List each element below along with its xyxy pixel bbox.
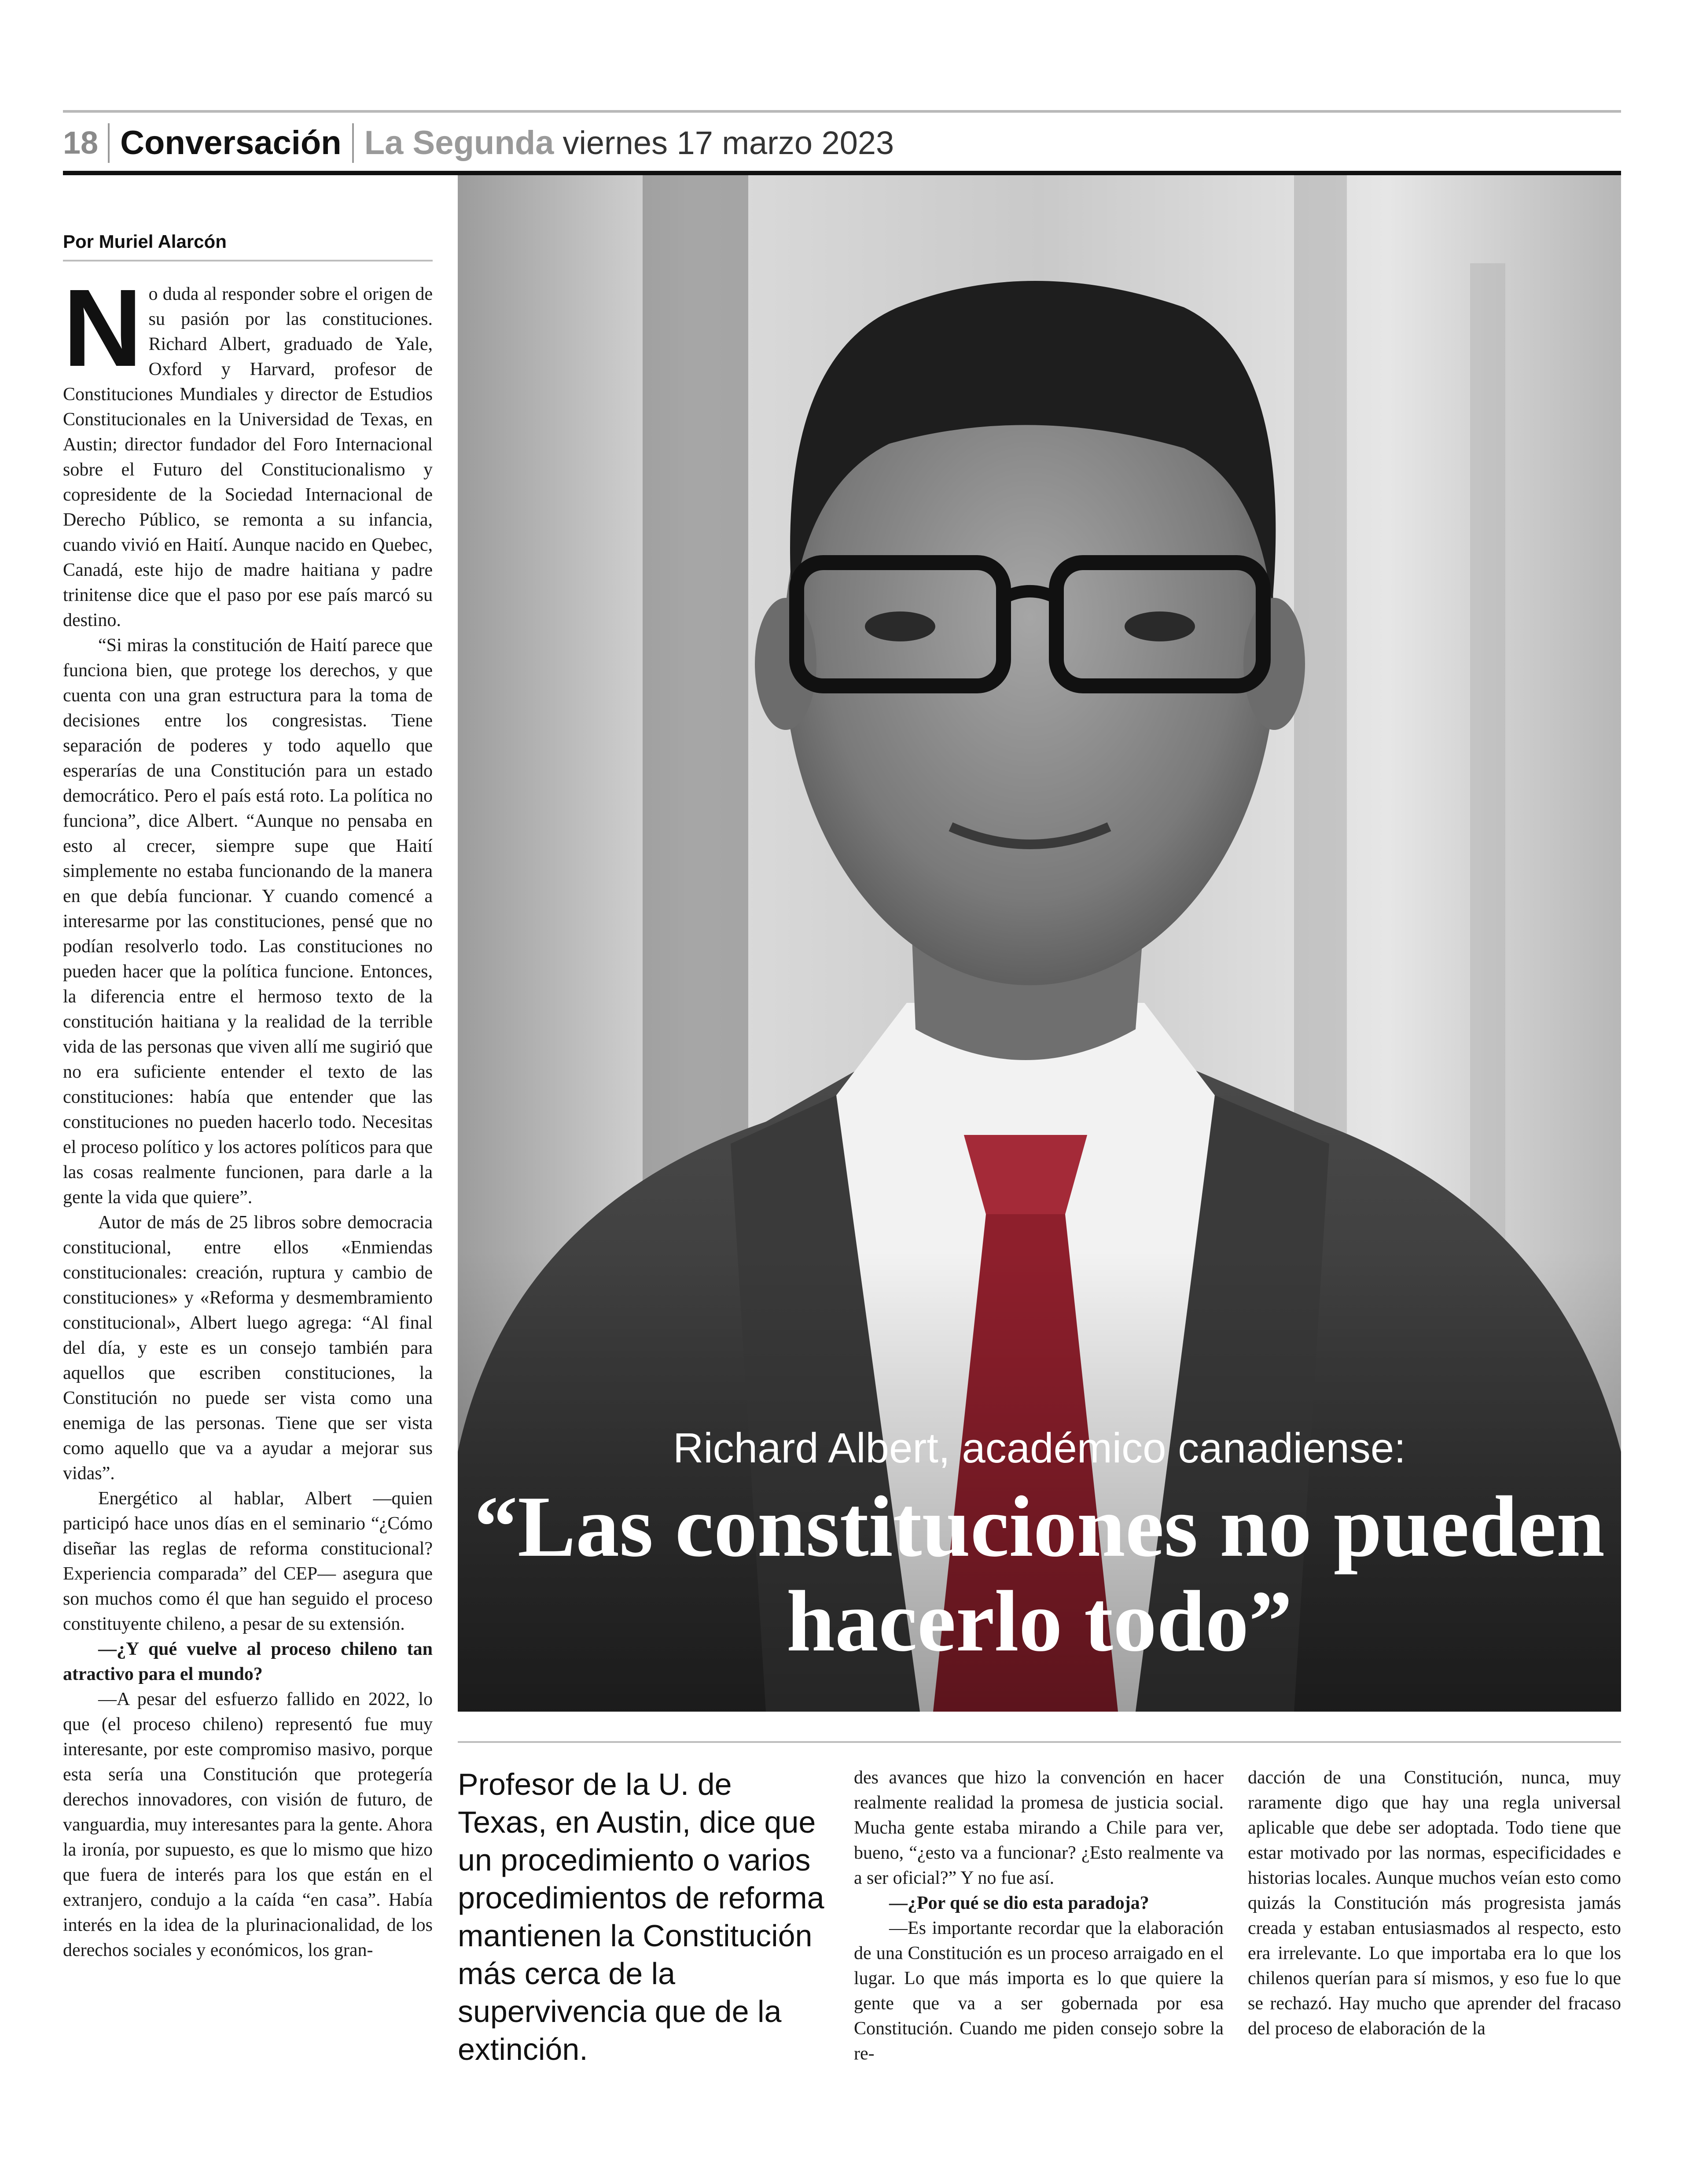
interview-question: —¿Por qué se dio esta paradoja? (889, 1893, 1149, 1913)
body-paragraph: Energético al hablar, Albert —quien participó hace unos días en el seminario “¿Cómo diseñar las reglas de reforma constitucional? Experiencia comparada” del CEP— asegura que son muchos como él que han seguido el proceso constituyente chileno, a pesar de su extensión. (63, 1488, 433, 1634)
interview-question: —¿Y qué vuelve al proceso chileno tan atractivo para el mundo? (63, 1639, 433, 1684)
issue-date: viernes 17 marzo 2023 (563, 125, 894, 161)
article-column-middle (854, 1765, 1224, 2100)
lead-text: o duda al responder sobre el origen de su pasión por las constituciones. Richard Albert, graduado de Yale, Oxford y Harvard, profesor de Constituciones Mundiales y director de Estudios Constitucionales en la Universidad de Texas, en Austin; director fundador del Foro Internacional sobre el Futuro del Constitucionalismo y copresidente de la Sociedad Internacional de Derecho Público, se remonta a su infancia, cuando vivió en Haití. Aunque nacido en Quebec, Canadá, este hijo de madre haitiana y padre trinitense dice que el paso por ese país marcó su destino. (63, 284, 433, 630)
interview-answer: —Es importante recordar que la elaboración de una Constitución es un proceso arraigado en el lugar. Lo que más importa es lo que quiere la gente que va a ser gobernada por esa Constitución. Cuando me piden consejo sobre la re- (854, 1918, 1224, 2064)
newspaper-name: La Segunda (364, 124, 554, 162)
page-number: 18 (63, 125, 99, 161)
masthead (63, 115, 1621, 170)
byline-rule (63, 260, 433, 261)
drop-cap: N (63, 282, 143, 389)
interview-answer: —A pesar del esfuerzo fallido en 2022, lo que (el proceso chileno) representó fue muy interesante, por este compromiso masivo, porque esta sería una Constitución que protegería derechos innovadores, con visión de futuro, de vanguardia, muy interesantes para la gente. Ahora la ironía, por supuesto, es que lo mismo que hizo que fuera de interés para los que están en el extranjero, condujo a la caída “en casa”. Había interés en la idea de la plurinacionalidad, de los derechos sociales y económicos, los gran- (63, 1689, 433, 1960)
masthead-divider (352, 123, 354, 163)
body-paragraph: Autor de más de 25 libros sobre democracia constitucional, entre ellos «Enmiendas constitucionales: creación, ruptura y cambio de constituciones» y «Reforma y desmembramiento constitucional», Albert luego agrega: “Al final del día, y este es un consejo también para aquellos que escriben constituciones, la Constitución no puede ser vista como una enemiga de las personas. Tiene que ser vista como aquello que va a ayudar a mejorar sus vidas”. (63, 1212, 433, 1484)
body-paragraph: des avances que hizo la convención en hacer realmente realidad la promesa de justicia social. Mucha gente estaba mirando a Chile para ver, bueno, “¿esto va a funcionar? ¿Esto realmente va a ser oficial?” Y no fue así. (854, 1768, 1224, 1888)
header-rule (63, 171, 1621, 175)
top-rule (63, 110, 1621, 113)
body-paragraph: dacción de una Constitución, nunca, muy raramente digo que hay una regla universal aplicable que debe ser adoptada. Todo tiene que estar motivado por las normas, especificidades e historias locales. Aunque muchos veían esto como quizás la Constitución más progresista jamás creada y estaban entusiasmados al respecto, esto era irrelevante. Lo que importaba era lo que los chilenos querían para sí mismos, y eso fue lo que se rechazó. Hay mucho que aprender del fracaso del proceso de elaboración de la (1248, 1768, 1621, 2039)
deck: Profesor de la U. de Texas, en Austin, dice que un procedimiento o varios procedimientos de reforma mantienen la Constitución más cerca de la supervivencia que de la extinción. (458, 1767, 824, 2066)
section-name: Conversación (120, 124, 342, 162)
headline: “Las constituciones no pueden hacerlo todo” (474, 1478, 1605, 1669)
masthead-divider (108, 123, 110, 163)
article-column-right (1248, 1765, 1621, 2100)
body-paragraph: “Si miras la constitución de Haití parece que funciona bien, que protege los derechos, y que cuenta con una gran estructura para la toma de decisiones entre los congresistas. Tiene separación de poderes y todo aquello que esperarías de una Constitución para un estado democrático. Pero el país está roto. La política no funciona”, dice Albert. “Aunque no pensaba en esto al crecer, siempre supe que Haití simplemente no estaba funcionando de la manera en que debía funcionar. Y cuando comencé a interesarme por las constituciones, pensé que no podían resolverlo todo. Las constituciones no pueden hacer que la política funcione. Entonces, la diferencia entre el hermoso texto de la constitución haitiana y la realidad de la terrible vida de las personas que viven allí me sugirió que no era suficiente entender el texto de las constituciones: había que entender que las constituciones no pueden hacerlo todo. Necesitas el proceso político y los actores políticos para que las cosas realmente funcionen, para darle a la gente la vida que quiere”. (63, 635, 433, 1208)
kicker: Richard Albert, académico canadiense: (673, 1425, 1406, 1472)
lead-paragraph (63, 282, 433, 633)
byline: Por Muriel Alarcón (63, 231, 227, 252)
article-column-left (63, 282, 433, 2082)
section-rule (458, 1741, 1621, 1743)
